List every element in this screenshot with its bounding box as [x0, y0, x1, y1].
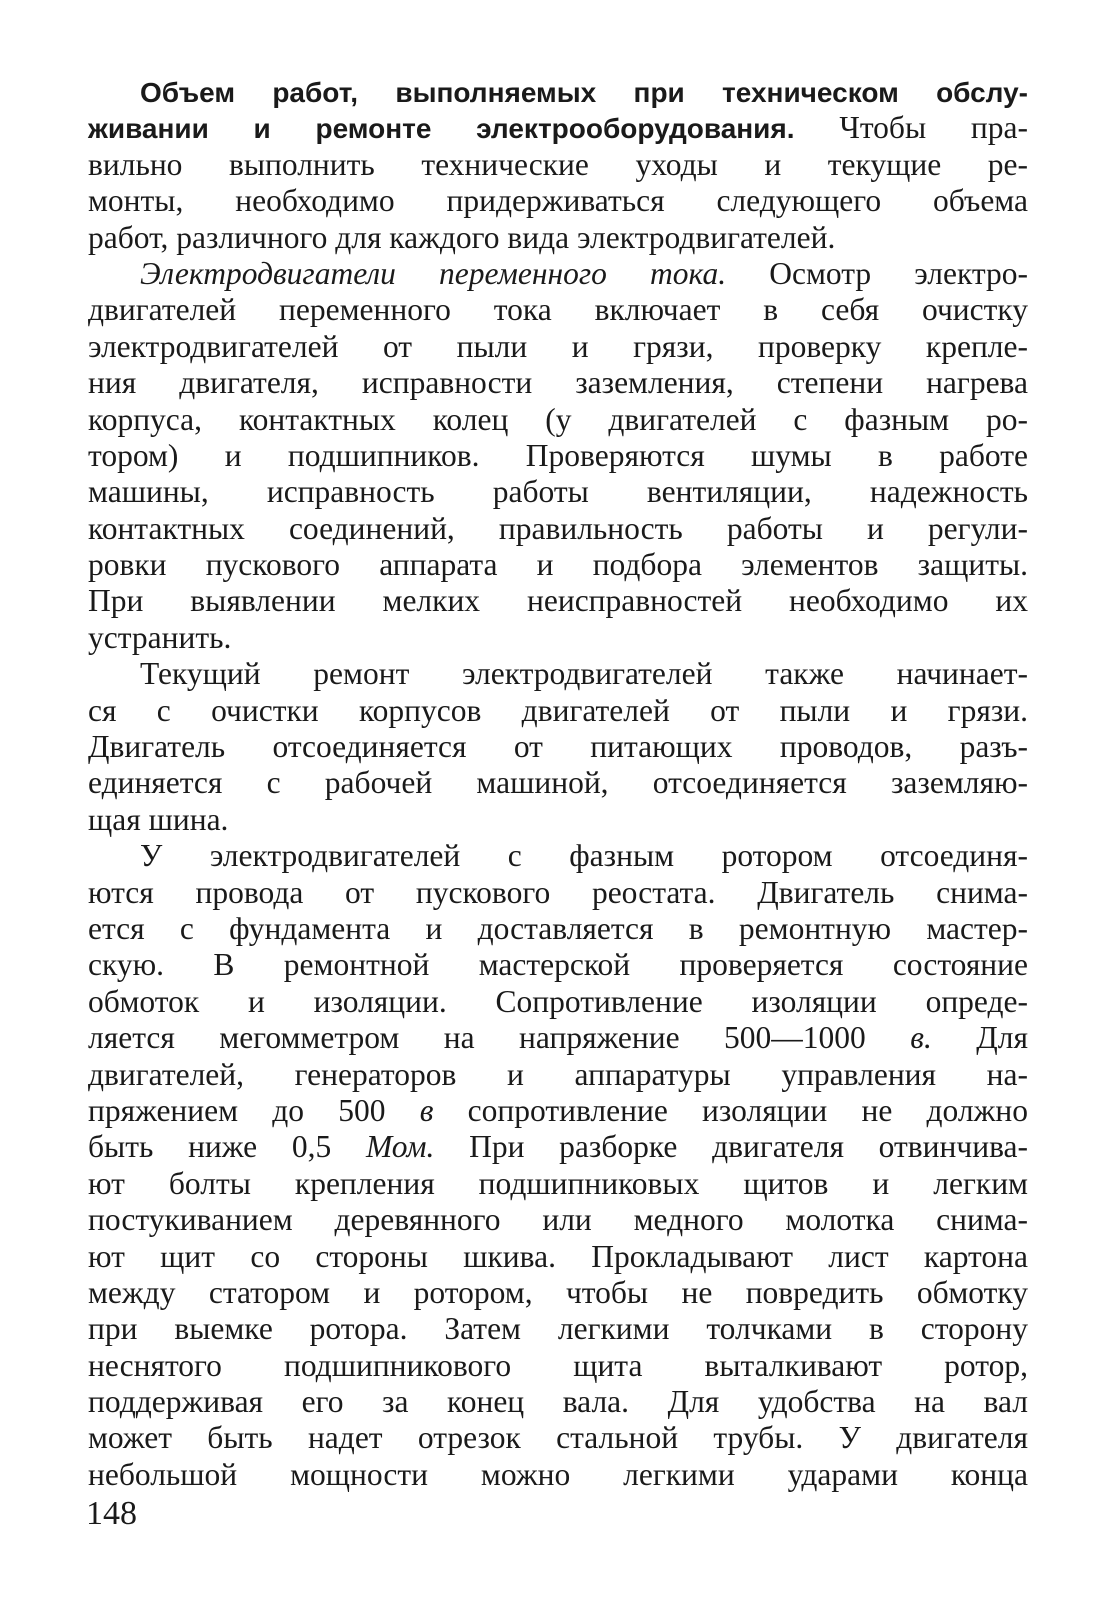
text-run: обмоток и изоляции. Сопротивление изоляции опреде- — [88, 983, 1028, 1019]
text-line — [88, 1275, 1028, 1311]
text-run: машины, исправность работы вентиляции, надежность — [88, 474, 1028, 510]
text-run: единяется с рабочей машиной, отсоединяется заземляю- — [88, 765, 1028, 801]
text-line — [88, 765, 1028, 801]
italic-run: Мом. — [366, 1129, 435, 1165]
text-line — [88, 838, 1028, 874]
text-line — [88, 1348, 1028, 1384]
text-run: между статором и ротором, чтобы не повредить обмотку — [88, 1274, 1028, 1310]
text-run: ют щит со стороны шкива. Прокладывают лист картона — [88, 1238, 1028, 1274]
text-run: электродвигателей от пыли и грязи, проверку крепле- — [88, 328, 1028, 364]
text-line — [88, 1311, 1028, 1347]
text-line — [88, 984, 1028, 1020]
text-line — [88, 802, 1028, 838]
text-line — [88, 1129, 1028, 1165]
text-line — [88, 547, 1028, 583]
text-line — [88, 511, 1028, 547]
text-line — [88, 329, 1028, 365]
text-run: сопротивление изоляции не должно — [433, 1092, 1028, 1128]
text-run: постукиванием деревянного или медного молотка снима- — [88, 1202, 1028, 1238]
text-run: ровки пускового аппарата и подбора элементов защиты. — [88, 547, 1028, 583]
italic-run: в — [419, 1092, 434, 1128]
bold-heading-run: живании и ремонте электрооборудования. — [88, 113, 795, 145]
text-line — [88, 183, 1028, 219]
text-run: У электродвигателей с фазным ротором отсоединя- — [140, 838, 1028, 874]
text-run: скую. В ремонтной мастерской проверяется состояние — [88, 947, 1028, 983]
italic-run: в. — [910, 1020, 932, 1056]
text-line — [88, 74, 1028, 110]
text-run: пряжением до 500 — [88, 1092, 420, 1128]
text-line — [88, 583, 1028, 619]
text-line — [88, 1166, 1028, 1202]
text-line — [88, 292, 1028, 328]
text-run: ется с фундамента и доставляется в ремонтную мастер- — [88, 910, 1028, 946]
text-line — [88, 110, 1028, 146]
text-line — [88, 1239, 1028, 1275]
text-run: устранить. — [88, 619, 232, 655]
text-line — [88, 911, 1028, 947]
text-run: поддерживая его за конец вала. Для удобства на вал — [88, 1384, 1028, 1420]
text-run: Двигатель отсоединяется от питающих проводов, разъ- — [88, 729, 1028, 765]
text-run: щая шина. — [88, 801, 229, 837]
text-line — [88, 656, 1028, 692]
text-run: При разборке двигателя отвинчива- — [434, 1129, 1028, 1165]
text-line — [88, 1093, 1028, 1129]
text-run: ния двигателя, исправности заземления, степени нагрева — [88, 365, 1028, 401]
text-run: двигателей переменного тока включает в себя очистку — [88, 292, 1028, 328]
text-run: Осмотр электро- — [726, 255, 1028, 291]
body-text — [88, 74, 1028, 1493]
text-run: вильно выполнить технические уходы и текущие ре- — [88, 146, 1028, 182]
text-run: ляется мегомметром на напряжение 500—1000 — [88, 1020, 911, 1056]
text-run: Текущий ремонт электродвигателей также начинает- — [140, 656, 1028, 692]
text-run: монты, необходимо придерживаться следующего объема — [88, 183, 1028, 219]
text-line — [88, 693, 1028, 729]
text-line — [88, 947, 1028, 983]
text-run: быть ниже 0,5 — [88, 1129, 366, 1165]
text-line — [88, 875, 1028, 911]
text-run: может быть надет отрезок стальной трубы. У двигателя — [88, 1420, 1028, 1456]
text-run: корпуса, контактных колец (у двигателей с фазным ро- — [88, 401, 1028, 437]
text-line — [88, 256, 1028, 292]
text-line — [88, 1420, 1028, 1456]
text-run: ются провода от пускового реостата. Двигатель снима- — [88, 874, 1028, 910]
text-line — [88, 1020, 1028, 1056]
text-line — [88, 1202, 1028, 1238]
text-line — [88, 220, 1028, 256]
text-line — [88, 729, 1028, 765]
bold-heading-run: Объем работ, выполняемых при техническом обслу- — [140, 77, 1028, 108]
text-run: При выявлении мелких неисправностей необходимо их — [88, 583, 1028, 619]
page-number: 148 — [86, 1495, 137, 1532]
text-run: ся с очистки корпусов двигателей от пыли и грязи. — [88, 692, 1028, 728]
text-run: небольшой мощности можно легкими ударами конца — [88, 1456, 1028, 1492]
text-line — [88, 1057, 1028, 1093]
text-line — [88, 1457, 1028, 1493]
text-line — [88, 1384, 1028, 1420]
text-line — [88, 620, 1028, 656]
text-run: при выемке ротора. Затем легкими толчками в сторону — [88, 1311, 1028, 1347]
text-run: тором) и подшипников. Проверяются шумы в работе — [88, 437, 1028, 473]
text-run: двигателей, генераторов и аппаратуры управления на- — [88, 1056, 1028, 1092]
text-run: Для — [931, 1020, 1028, 1056]
text-line — [88, 147, 1028, 183]
text-run: работ, различного для каждого вида электродвигателей. — [88, 219, 836, 255]
text-run: Чтобы пра- — [794, 110, 1029, 146]
text-run: неснятого подшипникового щита выталкивают ротор, — [88, 1347, 1028, 1383]
text-line — [88, 474, 1028, 510]
text-run: ют болты крепления подшипниковых щитов и легким — [88, 1165, 1028, 1201]
text-line — [88, 438, 1028, 474]
text-run: контактных соединений, правильность работы и регули- — [88, 510, 1028, 546]
text-line — [88, 365, 1028, 401]
text-line — [88, 402, 1028, 438]
italic-run: Электродвигатели переменного тока. — [140, 255, 727, 291]
